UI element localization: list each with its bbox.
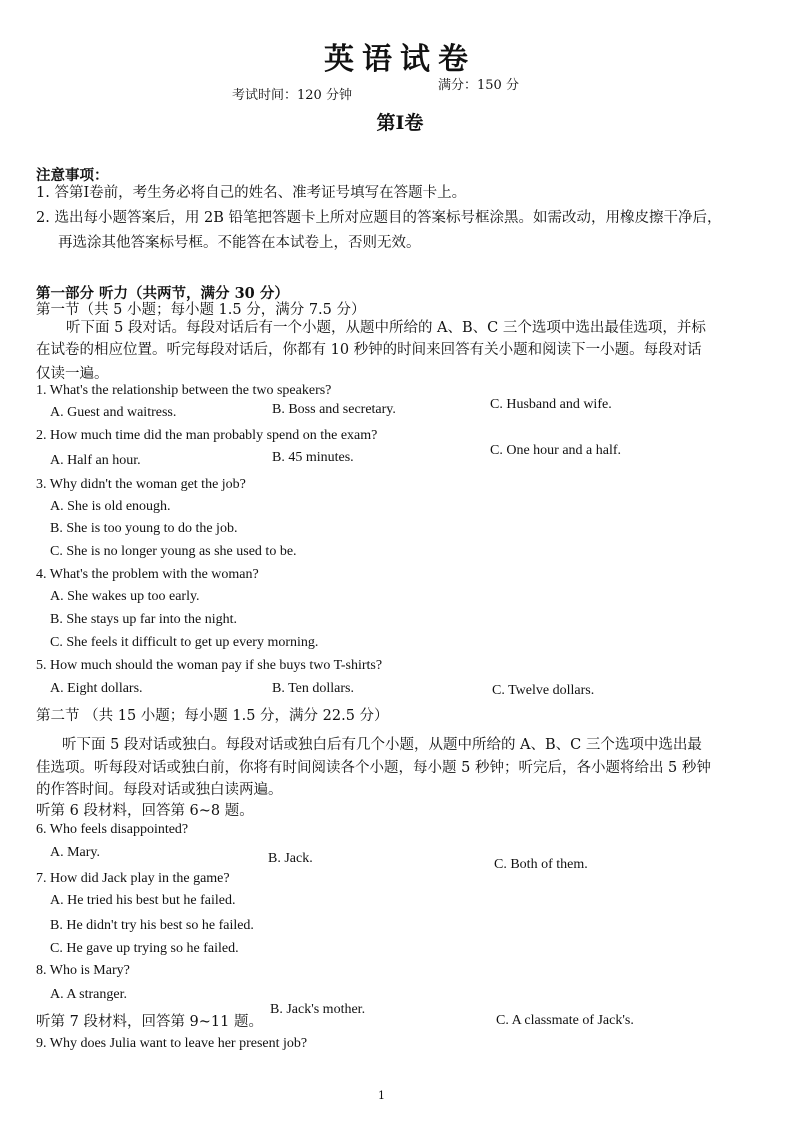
question-1-option-b: B. Boss and secretary. <box>272 402 396 417</box>
question-1-option-a: A. Guest and waitress. <box>50 405 177 420</box>
full-score: 满分：150 分 <box>438 78 519 93</box>
question-8-option-b: B. Jack's mother. <box>270 1002 366 1017</box>
exam-time: 考试时间：120 分钟 <box>232 88 352 103</box>
section2-instruction-3: 的作答时间。每段对话或独白读两遍。 <box>36 782 283 798</box>
question-1-option-c: C. Husband and wife. <box>490 397 612 412</box>
question-7-option-c: C. He gave up trying so he failed. <box>50 941 239 956</box>
section2-heading: 第二节 （共 15 小题；每小题 1.5 分，满分 22.5 分） <box>36 708 389 724</box>
question-5-option-b: B. Ten dollars. <box>272 681 354 696</box>
question-7-option-b: B. He didn't try his best so he failed. <box>50 918 254 933</box>
notice-line-1: 1. 答第Ⅰ卷前，考生务必将自己的姓名、准考证号填写在答题卡上。 <box>36 185 467 201</box>
question-5-option-c: C. Twelve dollars. <box>492 683 595 698</box>
section2-instruction-2: 佳选项。听每段对话或独白前，你将有时间阅读各个小题，每小题 5 秒钟；听完后，各小题将给出 5 秒钟 <box>36 760 711 776</box>
section1-heading: 第一节（共 5 小题；每小题 1.5 分，满分 7.5 分） <box>36 302 366 318</box>
question-4-option-a: A. She wakes up too early. <box>50 589 200 604</box>
page-number: 1 <box>378 1089 385 1102</box>
question-6-option-c: C. Both of them. <box>494 857 588 872</box>
section1-instruction-2: 在试卷的相应位置。听完每段对话后，你都有 10 秒钟的时间来回答有关小题和阅读下一小题。每段对话 <box>36 342 702 358</box>
section1-instruction-1: 听下面 5 段对话。每段对话后有一个小题，从题中所给的 A、B、C 三个选项中选出最佳选项，并标 <box>66 320 706 336</box>
page-title: 英语试卷 <box>324 42 476 77</box>
question-3-option-b: B. She is too young to do the job. <box>50 521 238 536</box>
question-2-option-a: A. Half an hour. <box>50 453 141 468</box>
part1-heading: 第一部分 听力（共两节，满分 30 分） <box>36 285 289 302</box>
question-9: 9. Why does Julia want to leave her present job? <box>36 1036 308 1051</box>
volume-title: 第Ⅰ卷 <box>376 112 424 134</box>
section2-instruction-1: 听下面 5 段对话或独白。每段对话或独白后有几个小题，从题中所给的 A、B、C 三个选项中选出最 <box>62 737 702 753</box>
notice-line-3: 再选涂其他答案标号框。不能答在本试卷上，否则无效。 <box>58 235 421 251</box>
question-1: 1. What's the relationship between the two speakers? <box>36 383 332 398</box>
notice-heading: 注意事项： <box>36 167 109 184</box>
question-2-option-b: B. 45 minutes. <box>272 450 354 465</box>
notice-line-2: 2. 选出每小题答案后，用 2B 铅笔把答题卡上所对应题目的答案标号框涂黑。如需改动，用橡皮擦干净后， <box>36 210 722 226</box>
question-6-option-b: B. Jack. <box>268 851 313 866</box>
section1-instruction-3: 仅读一遍。 <box>36 366 109 382</box>
question-4: 4. What's the problem with the woman? <box>36 567 259 582</box>
question-3-option-a: A. She is old enough. <box>50 499 171 514</box>
question-8: 8. Who is Mary? <box>36 963 130 978</box>
question-2: 2. How much time did the man probably spend on the exam? <box>36 428 378 443</box>
question-8-option-c: C. A classmate of Jack's. <box>496 1013 634 1028</box>
question-2-option-c: C. One hour and a half. <box>490 443 622 458</box>
question-6-option-a: A. Mary. <box>50 845 101 860</box>
question-4-option-c: C. She feels it difficult to get up every morning. <box>50 635 319 650</box>
material-7-instruction: 听第 7 段材料，回答第 9~11 题。 <box>36 1014 263 1030</box>
material-6-instruction: 听第 6 段材料，回答第 6~8 题。 <box>36 803 254 819</box>
question-5: 5. How much should the woman pay if she buys two T-shirts? <box>36 658 383 673</box>
question-3: 3. Why didn't the woman get the job? <box>36 477 246 492</box>
question-7: 7. How did Jack play in the game? <box>36 871 230 886</box>
question-3-option-c: C. She is no longer young as she used to be. <box>50 544 297 559</box>
question-8-option-a: A. A stranger. <box>50 987 127 1002</box>
question-4-option-b: B. She stays up far into the night. <box>50 612 238 627</box>
question-6: 6. Who feels disappointed? <box>36 822 189 837</box>
question-7-option-a: A. He tried his best but he failed. <box>50 893 236 908</box>
question-5-option-a: A. Eight dollars. <box>50 681 143 696</box>
